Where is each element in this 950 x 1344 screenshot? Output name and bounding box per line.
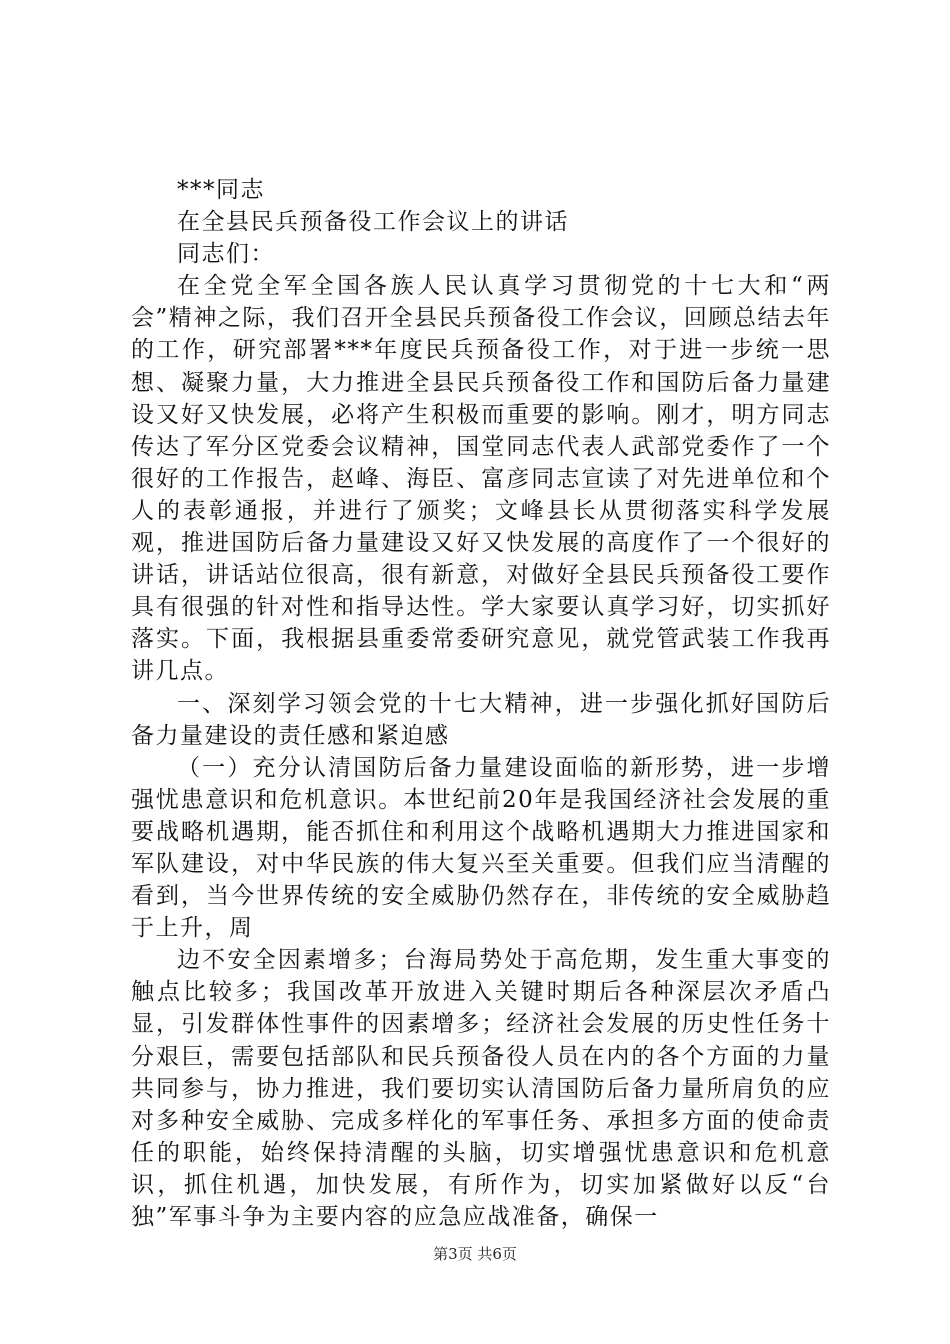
body-paragraph: （一）充分认清国防后备力量建设面临的新形势，进一步增强忧患意识和危机意识。本世纪前20年是我国经济社会发展的重要战略机遇期，能否抓住和利用这个战略机遇期大力推进国家和军队建设，对中华民族的伟大复兴至关重要。但我们应当清醒的看到，当今世界传统的安全威胁仍然存在，非传统的安全威胁趋于上升，周 bbox=[131, 754, 831, 942]
page-footer: 第3页 共6页 bbox=[433, 1245, 517, 1263]
document-body bbox=[131, 174, 831, 1233]
speech-title: 在全县民兵预备役工作会议上的讲话 bbox=[177, 209, 569, 236]
addressee-line: ***同志 bbox=[177, 177, 265, 203]
salutation: 同志们： bbox=[177, 241, 275, 268]
body-paragraph: 在全党全军全国各族人民认真学习贯彻党的十七大和“两会”精神之际，我们召开全县民兵预备役工作会议，回顾总结去年的工作，研究部署***年度民兵预备役工作，对于进一步统一思想、凝聚力量，大力推进全县民兵预备役工作和国防后备力量建设又好又快发展，必将产生积极而重要的影响。刚才，明方同志传达了军分区党委会议精神，国堂同志代表人武部党委作了一个很好的工作报告，赵峰、海臣、富彦同志宣读了对先进单位和个人的表彰通报，并进行了颁奖；文峰县长从贯彻落实科学发展观，推进国防后备力量建设又好又快发展的高度作了一个很好的讲话，讲话站位很高，很有新意，对做好全县民兵预备役工要作具有很强的针对性和指导达性。学大家要认真学习好，切实抓好落实。下面，我根据县重委常委研究意见，就党管武装工作我再讲几点。 bbox=[131, 273, 831, 685]
section-heading: 一、深刻学习领会党的十七大精神，进一步强化抓好国防后备力量建设的责任感和紧迫感 bbox=[131, 690, 831, 749]
body-paragraph: 边不安全因素增多；台海局势处于高危期，发生重大事变的触点比较多；我国改革开放进入关键时期后各种深层次矛盾凸显，引发群体性事件的因素增多；经济社会发展的历史性任务十分艰巨，需要包括部队和民兵预备役人员在内的各个方面的力量共同参与，协力推进，我们要切实认清国防后备力量所肩负的应对多种安全威胁、完成多样化的军事任务、承担多方面的使命责任的职能，始终保持清醒的头脑，切实增强忧患意识和危机意识，抓住机遇，加快发展，有所作为，切实加紧做好以反“台独”军事斗争为主要内容的应急应战准备，确保一 bbox=[131, 947, 831, 1230]
